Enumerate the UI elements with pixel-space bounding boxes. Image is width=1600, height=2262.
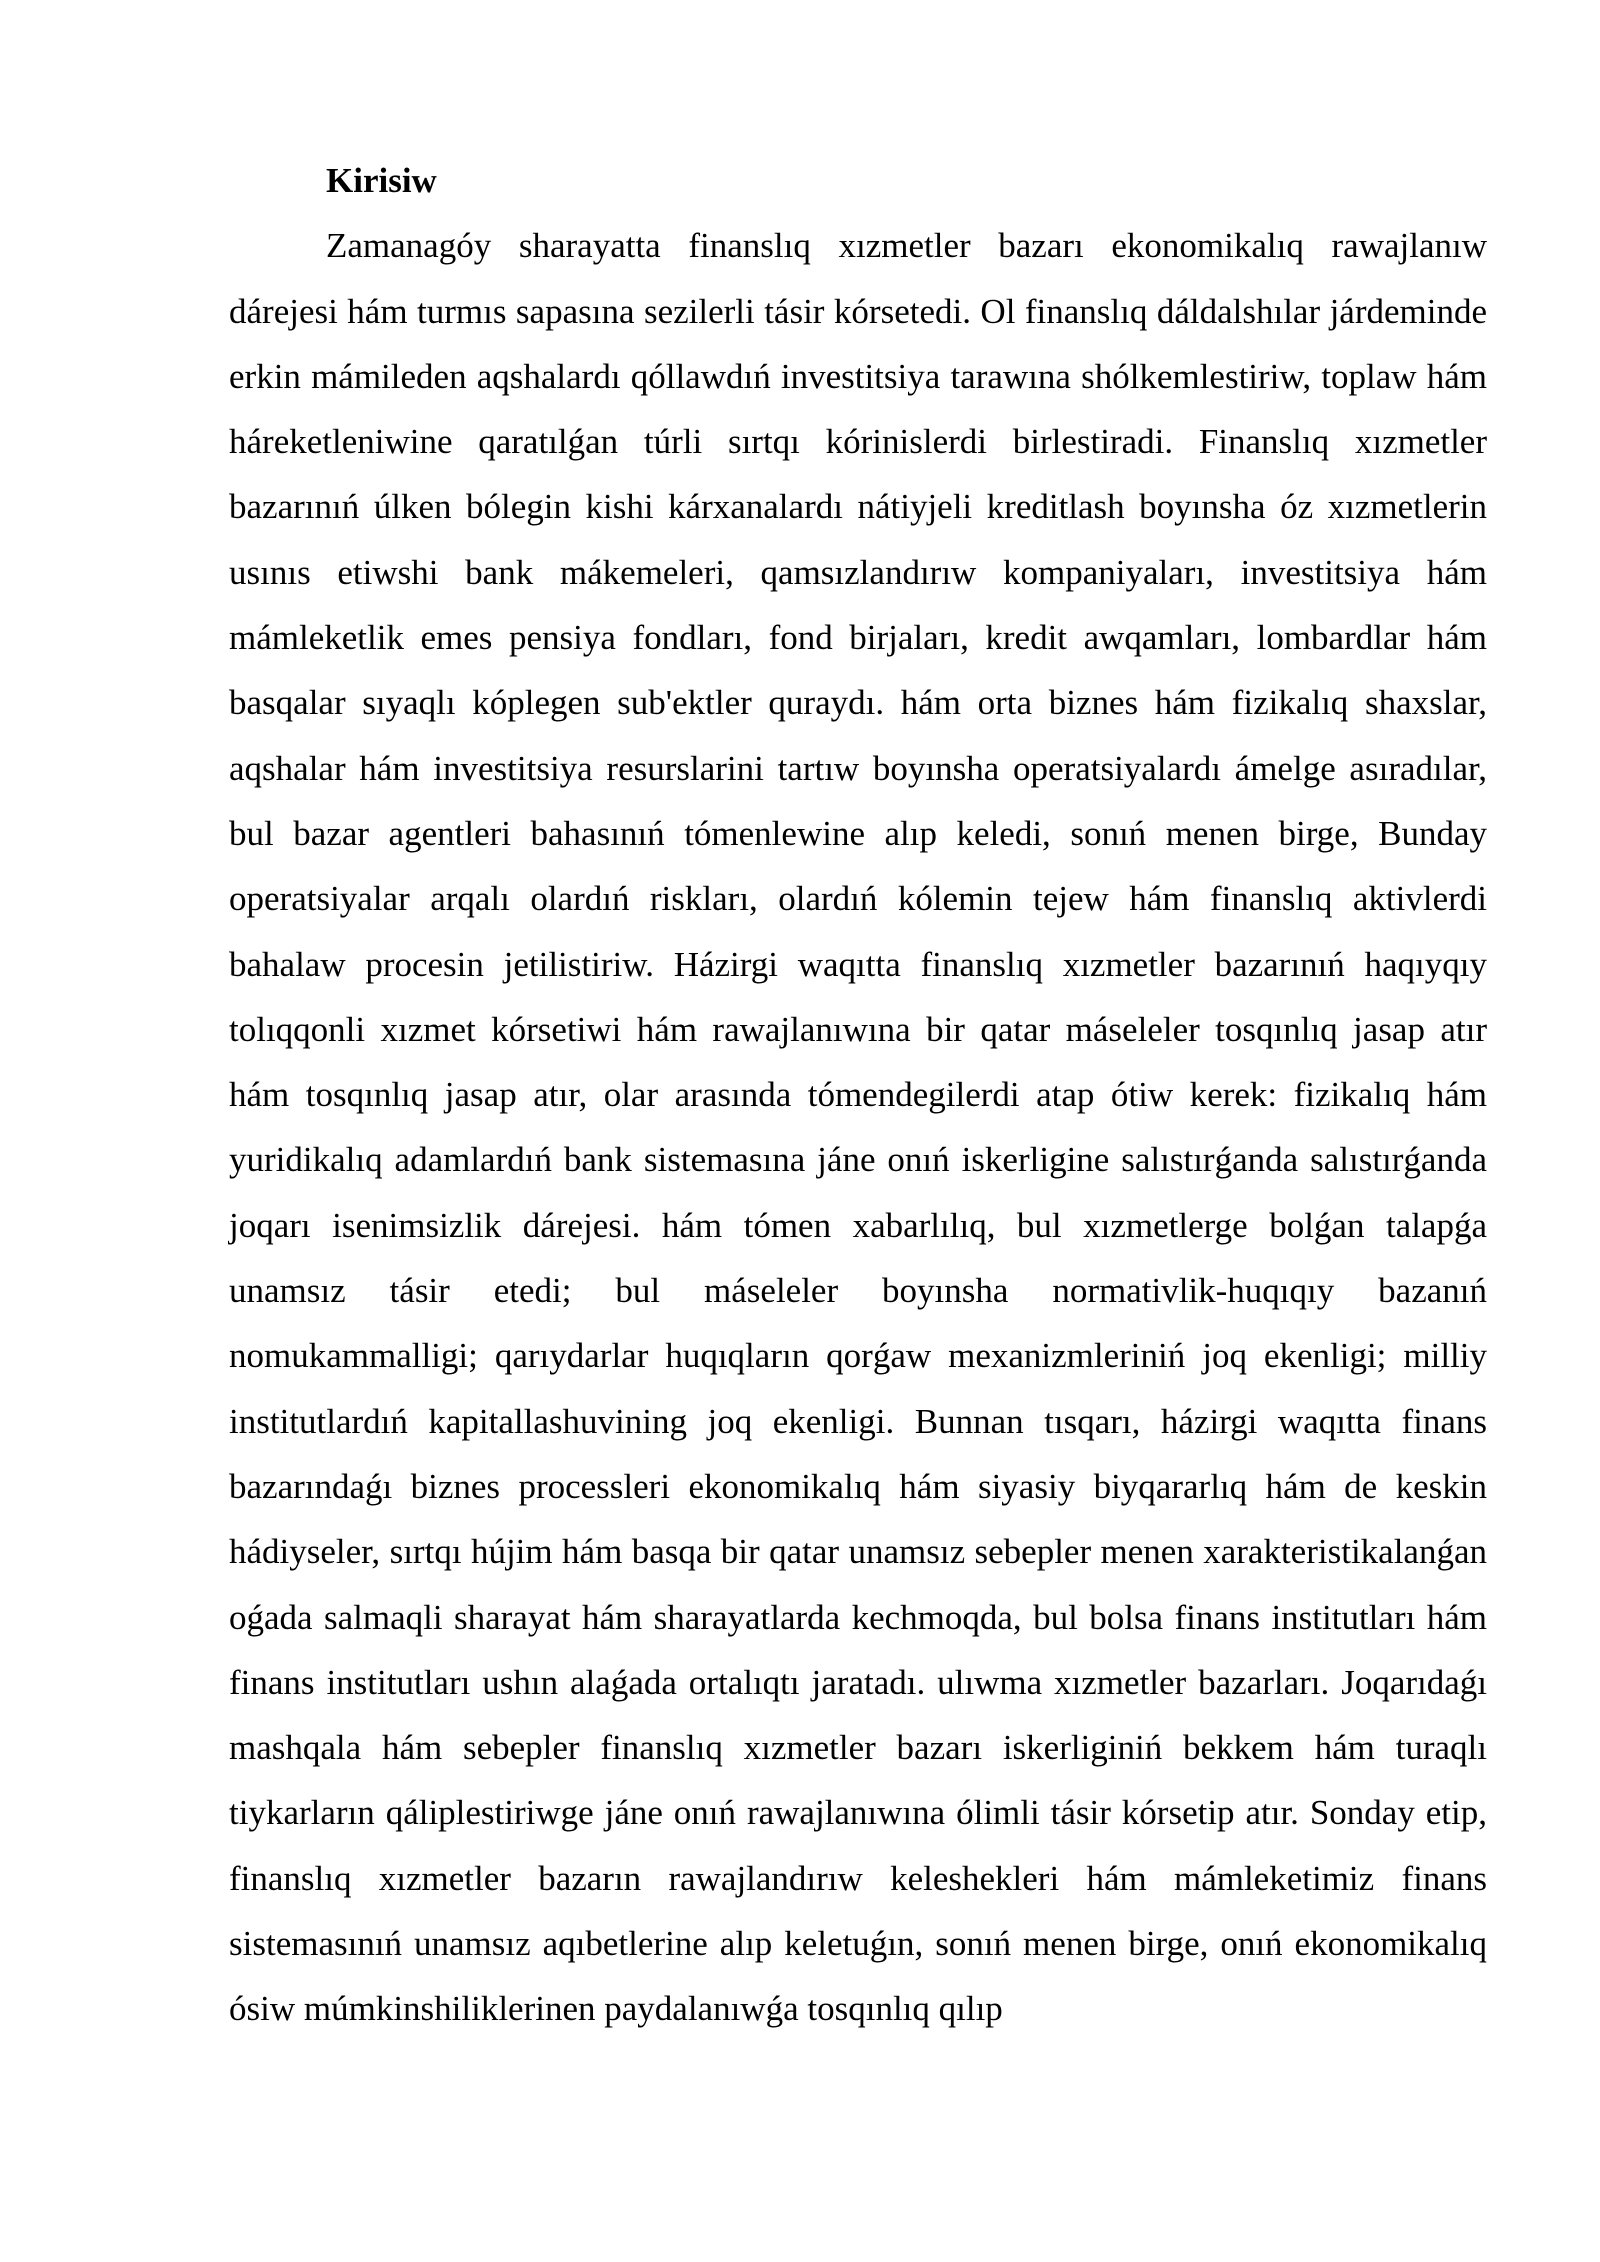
- section-heading: Kirisiw: [326, 161, 437, 200]
- body-paragraph: Zamanagóy sharayatta finanslıq xızmetler bazarı ekonomikalıq rawajlanıw dárejesi hám turmıs sapasına sezilerli tásir kórsetedi. Ol finanslıq dáldalshılar járdeminde erkin mámileden aqshalardı qóllawdıń investitsiya tarawına shólkemlestiriw, toplaw hám háreketleniwine qaratılǵan túrli sırtqı kórinislerdi birlestiradi. Finanslıq xızmetler bazarınıń úlken bólegin kishi kárxanalardı nátiyjeli kreditlash boyınsha óz xızmetlerin usınıs etiwshi bank mákemeleri, qamsızlandırıw kompaniyaları, investitsiya hám mámleketlik emes pensiya fondları, fond birjaları, kredit awqamları, lombardlar hám basqalar sıyaqlı kóplegen sub'ektler quraydı. hám orta biznes hám fizikalıq shaxslar, aqshalar hám investitsiya resurslarini tartıw boyınsha operatsiyalardı ámelge asıradılar, bul bazar agentleri bahasınıń tómenlewine alıp keledi, sonıń menen birge, Bunday operatsiyalar arqalı olardıń riskları, olardıń kólemin tejew hám finanslıq aktivlerdi bahalaw procesin jetilistiriw. Házirgi waqıtta finanslıq xızmetler bazarınıń haqıyqıy tolıqqonli xızmet kórsetiwi hám rawajlanıwına bir qatar máseleler tosqınlıq jasap atır hám tosqınlıq jasap atır, olar arasında tómendegilerdi atap ótiw kerek: fizikalıq hám yuridikalıq adamlardıń bank sistemasına jáne onıń iskerligine salıstırǵanda salıstırǵanda joqarı isenimsizlik dárejesi. hám tómen xabarlılıq, bul xızmetlerge bolǵan talapǵa unamsız tásir etedi; bul máseleler boyınsha normativlik-huqıqıy bazanıń nomukammalligi; qarıydarlar huqıqların qorǵaw mexanizmleriniń joq ekenligi; milliy institutlardıń kapitallashuvining joq ekenligi. Bunnan tısqarı, házirgi waqıtta finans bazarındaǵı biznes processleri ekonomikalıq hám siyasiy biyqararlıq hám de keskin hádiyseler, sırtqı hújim hám basqa bir qatar unamsız sebepler menen xarakteristikalanǵan oǵada salmaqli sharayat hám sharayatlarda kechmoqda, bul bolsa finans institutları hám finans institutları ushın alaǵada ortalıqtı jaratadı. ulıwma xızmetler bazarları. Joqarıdaǵı mashqala hám sebepler finanslıq xızmetler bazarı iskerliginiń bekkem hám turaqlı tiykarların qáliplestiriwge jáne onıń rawajlanıwına ólimli tásir kórsetip atır. Sonday etip, finanslıq xızmetler bazarın rawajlandırıw keleshekleri hám mámleketimiz finans sistemasınıń unamsız aqıbetlerine alıp keletuǵın, sonıń menen birge, onıń ekonomikalıq ósiw múmkinshiliklerinen paydalanıwǵa tosqınlıq qılıp: [229, 226, 1487, 2029]
- text-block: [229, 148, 1487, 2042]
